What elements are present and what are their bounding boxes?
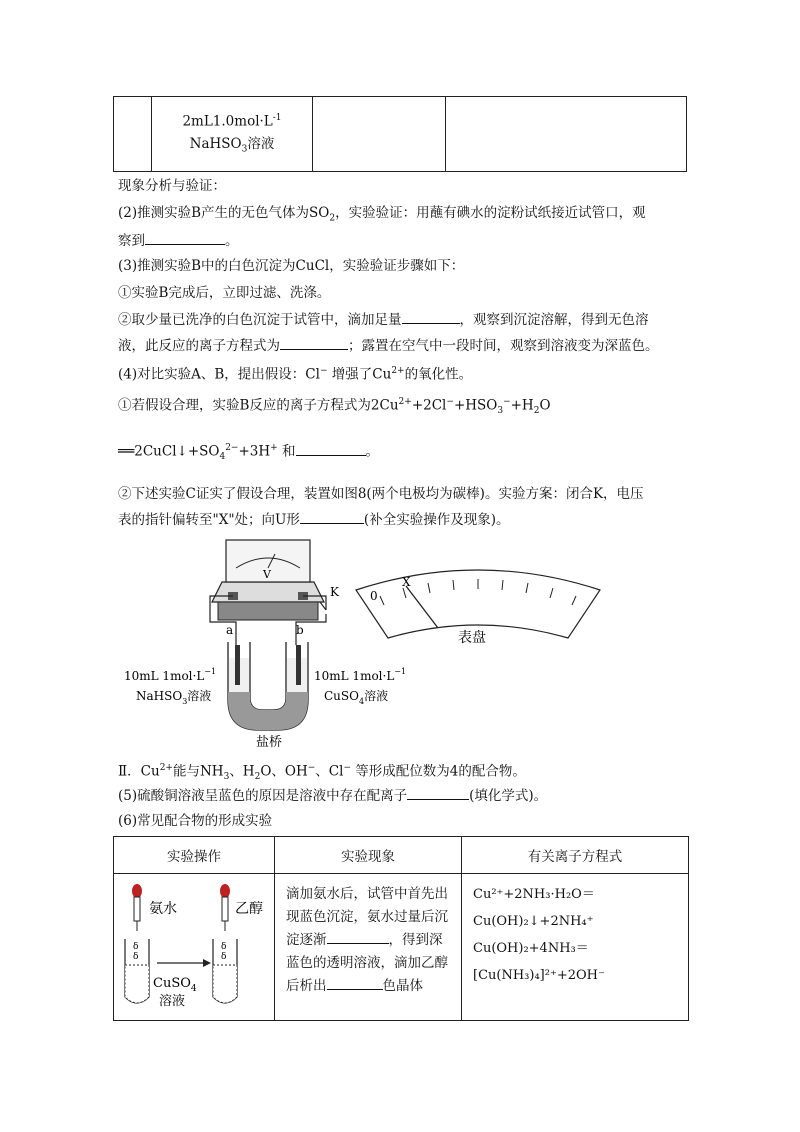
equation-line: [Cu(NH₃)₄]²⁺+2OH⁻ <box>473 968 605 983</box>
test-tube-figure <box>115 875 271 1015</box>
q4-step1-line2: $══2CuCl↓+SO_4^{2-}+3H^+$ 和 。 <box>118 438 379 467</box>
voltmeter-label: V <box>263 568 271 581</box>
left-solution-1: 10mL $1mol\cdot L^{-1}$ <box>124 667 217 683</box>
phenomenon-line: 后析出 色晶体 <box>286 975 450 998</box>
phenomenon-line: 淀逐渐 ，得到深 <box>286 929 450 952</box>
q3-step2-line2: 液，此反应的离子方程式为 ；露置在空气中一段时间，观察到溶液变为深蓝色。 <box>118 335 659 356</box>
reagent-line1: 2mL1.0mol·L <box>182 113 273 130</box>
meter-dial <box>356 570 600 638</box>
equation-line: Cu(OH)₂↓+2NH₄⁺ <box>473 914 594 929</box>
header-equation: 有关离子方程式 <box>462 837 689 874</box>
answer-blank[interactable] <box>327 929 389 944</box>
svg-text:δ: δ <box>221 952 227 962</box>
answer-blank[interactable] <box>402 309 460 324</box>
answer-blank[interactable] <box>300 509 364 524</box>
switch-label: K <box>330 585 339 599</box>
q3-step2: ②取少量已洗净的白色沉淀于试管中，滴加足量 ，观察到沉淀溶解，得到无色溶 <box>118 309 649 330</box>
reagent-line2-sub: 3 <box>241 144 248 155</box>
electrode-b-label: b <box>296 623 304 637</box>
voltmeter <box>212 540 324 620</box>
svg-text:δ: δ <box>133 952 139 962</box>
reagent2-label: 乙醇 <box>235 901 263 917</box>
q3-line1: (3)推测实验B中的白色沉淀为CuCl，实验验证步骤如下： <box>118 258 465 274</box>
answer-blank[interactable] <box>145 230 225 245</box>
equation-line: Cu²⁺+2NH₃·H₂O＝ <box>473 887 595 902</box>
part2-line: Ⅱ．$Cu^{2+}$能与$NH_3$、$H_2O$、OH−、Cl− 等形成配位数为4的配合物。 <box>118 763 526 783</box>
electrode-a-label: a <box>226 623 234 637</box>
answer-blank[interactable] <box>407 785 469 800</box>
dial-zero-label: 0 <box>370 589 378 603</box>
svg-text:δ: δ <box>221 942 227 952</box>
col3-cell <box>313 97 446 172</box>
answer-blank[interactable] <box>280 335 348 350</box>
q2-line2: 察到 。 <box>118 230 239 251</box>
q4-line1: (4)对比实验A、B，提出假设：Cl− 增强了$Cu^{2+}$的氧化性。 <box>118 366 473 383</box>
electrode-b <box>296 645 301 685</box>
dial-caption: 表盘 <box>458 630 486 646</box>
q3-step1: ①实验B完成后，立即过滤、洗涤。 <box>118 285 331 301</box>
q2-line1: (2)推测实验B产生的无色气体为$SO_2$，实验验证：用蘸有碘水的淀粉试纸接近试管口，观 <box>118 205 646 224</box>
header-phenomenon: 实验现象 <box>275 837 462 874</box>
phenomenon-cell <box>275 874 462 1021</box>
left-solution-2: NaHSO$_3$溶液 <box>136 689 212 706</box>
answer-blank[interactable] <box>296 441 366 456</box>
dial-x-label: X <box>402 575 411 589</box>
row-label-cell <box>114 97 152 172</box>
right-solution-2: CuSO$_4$溶液 <box>324 689 389 706</box>
solution-label-2: 溶液 <box>159 994 186 1009</box>
equation-line: Cu(OH)₂+4NH₃＝ <box>473 941 589 956</box>
q4-step2-line1: ②下述实验C证实了假设合理，装置如图8(两个电极均为碳棒)。实验方案：闭合K，电压 <box>118 486 644 502</box>
u-tube <box>228 642 308 730</box>
q4-step1: ①若假设合理，实验B反应的离子方程式为$2Cu^{2+}+2Cl^-+HSO_3^-+H_2O$ <box>118 397 551 417</box>
phenomenon-line: 现蓝色沉淀，氨水过量后沉 <box>286 909 448 925</box>
reagent-line1-sup: -1 <box>272 113 282 124</box>
section-heading: 现象分析与验证： <box>118 178 226 194</box>
svg-text:δ: δ <box>133 942 139 952</box>
top-table <box>113 96 687 172</box>
header-operation: 实验操作 <box>114 837 275 874</box>
phenomenon-line: 蓝色的透明溶液，滴加乙醇 <box>286 955 448 971</box>
operation-cell <box>114 874 275 1021</box>
right-solution-1: 10mL $1mol\cdot L^{-1}$ <box>314 667 407 683</box>
switch-k[interactable] <box>320 602 326 610</box>
solution-label-1: CuSO$_4$ <box>153 976 197 994</box>
q6-title: (6)常见配合物的形成实验 <box>118 813 273 829</box>
col4-cell <box>446 97 687 172</box>
salt-bridge-label: 盐桥 <box>256 735 283 750</box>
reagent-line2: NaHSO <box>189 135 242 152</box>
reagent-line2-post: 溶液 <box>247 135 275 152</box>
reagent-cell <box>152 97 313 172</box>
q4-step2-line2: 表的指针偏转至"X"处；向U形 (补全实验操作及现象)。 <box>118 509 509 530</box>
phenomenon-line: 滴加氨水后，试管中首先出 <box>286 886 448 902</box>
q6-table <box>113 836 689 1021</box>
answer-blank[interactable] <box>327 975 383 990</box>
electrode-a <box>235 645 240 685</box>
equation-cell <box>462 874 689 1021</box>
apparatus-figure <box>118 530 698 750</box>
reagent1-label: 氨水 <box>149 901 177 917</box>
q5-line: (5)硫酸铜溶液呈蓝色的原因是溶液中存在配离子 (填化学式)。 <box>118 785 547 806</box>
